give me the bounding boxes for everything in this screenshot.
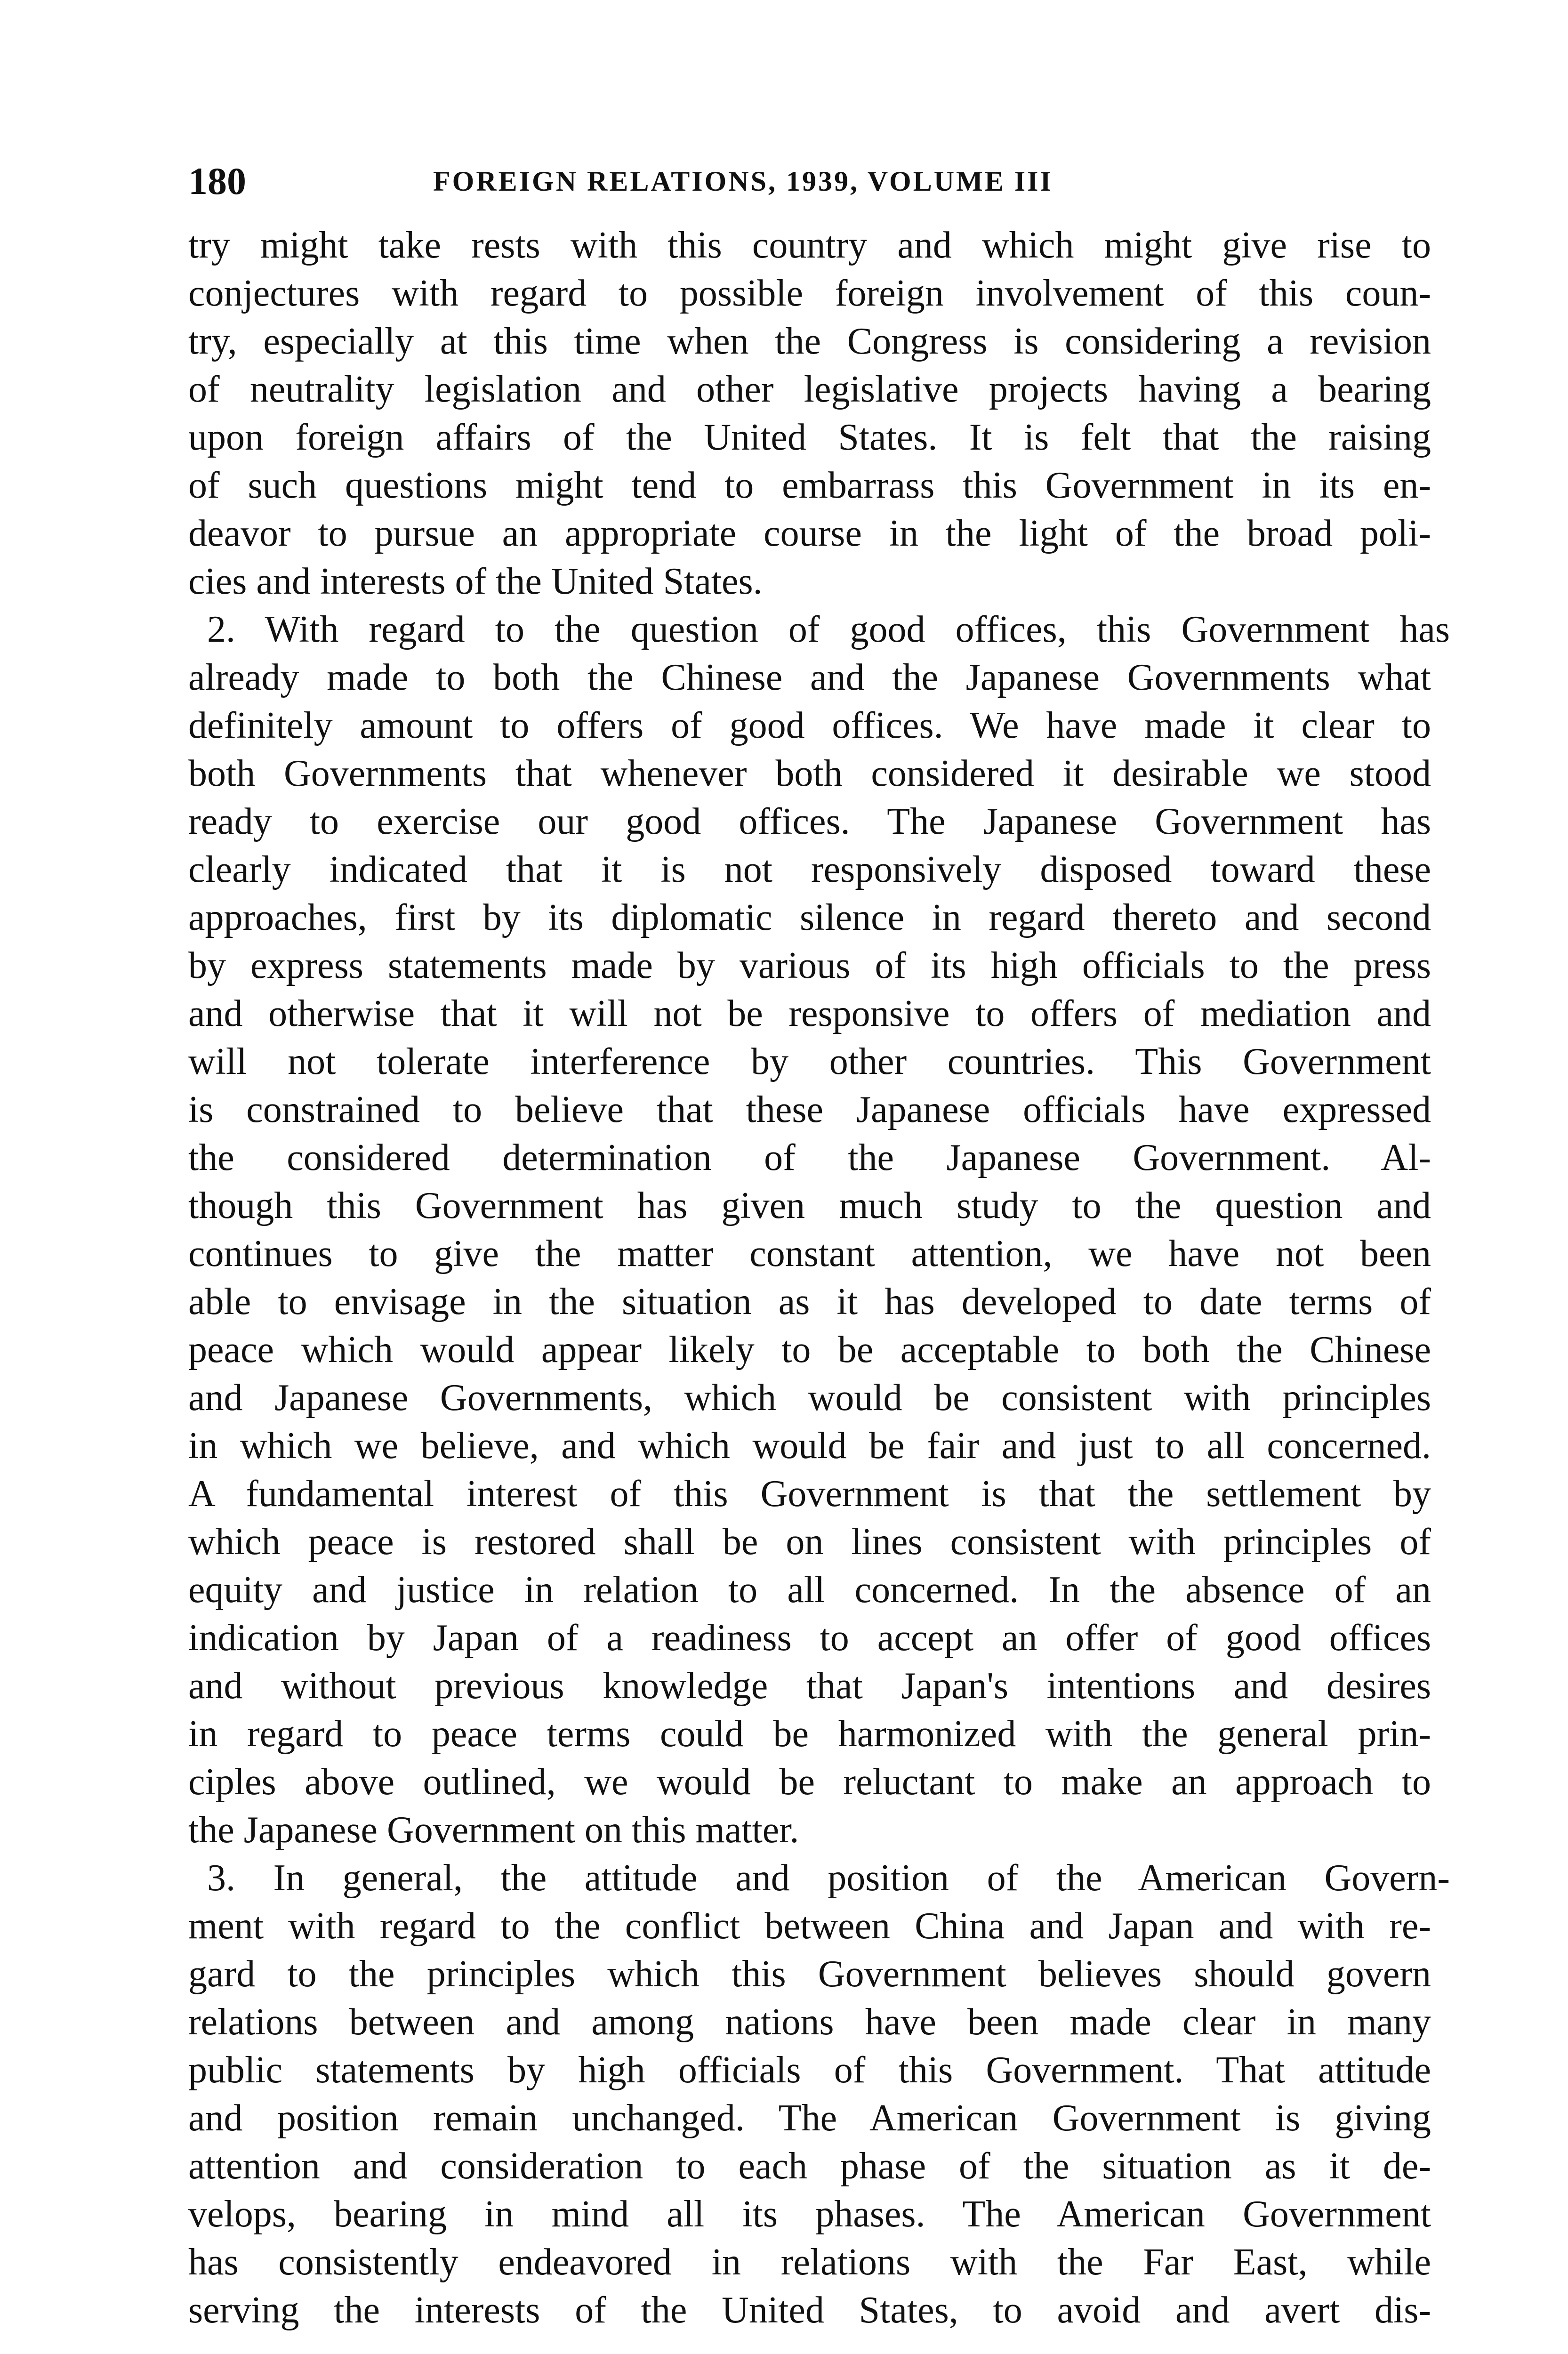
text-line: both Governments that whenever both considered it desirable we stood (188, 753, 1431, 794)
text-line: attention and consideration to each phase of the situation as it de- (188, 2145, 1431, 2187)
text-line: peace which would appear likely to be acceptable to both the Chinese (188, 1329, 1431, 1370)
body-text (188, 221, 1450, 2334)
text-line: 3. In general, the attitude and position of the American Govern- (207, 1857, 1450, 1899)
text-line: and otherwise that it will not be responsive to offers of mediation and (188, 993, 1431, 1034)
text-line: try, especially at this time when the Congress is considering a revision (188, 321, 1431, 362)
text-line: the Japanese Government on this matter. (188, 1809, 799, 1851)
text-line: by express statements made by various of its high officials to the press (188, 945, 1431, 986)
text-line: though this Government has given much study to the question and (188, 1185, 1431, 1226)
text-line: relations between and among nations have been made clear in many (188, 2001, 1431, 2043)
text-line: cies and interests of the United States. (188, 561, 763, 602)
paragraph-3-general-attitude (188, 1854, 1450, 2334)
text-line: conjectures with regard to possible foreign involvement of this coun- (188, 273, 1431, 314)
text-line: clearly indicated that it is not responsively disposed toward these (188, 849, 1431, 890)
text-line: ready to exercise our good offices. The Japanese Government has (188, 801, 1431, 842)
text-line: already made to both the Chinese and the Japanese Governments what (188, 657, 1431, 698)
text-line: and without previous knowledge that Japan's intentions and desires (188, 1665, 1431, 1707)
text-line: in regard to peace terms could be harmonized with the general prin- (188, 1713, 1431, 1755)
text-line: A fundamental interest of this Government is that the settlement by (188, 1473, 1431, 1515)
text-line: will not tolerate interference by other countries. This Government (188, 1041, 1431, 1082)
text-line: the considered determination of the Japanese Government. Al- (188, 1137, 1431, 1178)
text-line: try might take rests with this country and which might give rise to (188, 225, 1431, 266)
text-line: approaches, first by its diplomatic silence in regard thereto and second (188, 897, 1431, 938)
text-line: is constrained to believe that these Japanese officials have expressed (188, 1089, 1431, 1130)
text-line: indication by Japan of a readiness to accept an offer of good offices (188, 1617, 1431, 1659)
running-head (188, 155, 1431, 207)
text-line: ment with regard to the conflict between China and Japan and with re- (188, 1905, 1431, 1947)
text-line: of neutrality legislation and other legislative projects having a bearing (188, 369, 1431, 410)
text-line: has consistently endeavored in relations with the Far East, while (188, 2241, 1431, 2283)
text-line: and position remain unchanged. The American Government is giving (188, 2097, 1431, 2139)
text-line: and Japanese Governments, which would be consistent with principles (188, 1377, 1431, 1419)
text-line: of such questions might tend to embarrass this Government in its en- (188, 465, 1431, 506)
text-line: velops, bearing in mind all its phases. The American Government (188, 2193, 1431, 2235)
text-line: able to envisage in the situation as it has developed to date terms of (188, 1281, 1431, 1322)
text-line: gard to the principles which this Government believes should govern (188, 1953, 1431, 1995)
text-line: continues to give the matter constant attention, we have not been (188, 1233, 1431, 1274)
text-line: upon foreign affairs of the United States. It is felt that the raising (188, 417, 1431, 458)
text-line: definitely amount to offers of good offices. We have made it clear to (188, 705, 1431, 746)
text-line: ciples above outlined, we would be reluctant to make an approach to (188, 1761, 1431, 1803)
text-line: in which we believe, and which would be fair and just to all concerned. (188, 1425, 1431, 1467)
text-line: serving the interests of the United States, to avoid and avert dis- (188, 2290, 1431, 2331)
paragraph-continuation (188, 221, 1431, 605)
text-line: equity and justice in relation to all concerned. In the absence of an (188, 1569, 1431, 1611)
page-number: 180 (188, 160, 246, 202)
paragraph-2-good-offices (188, 605, 1450, 1854)
text-line: public statements by high officials of this Government. That attitude (188, 2049, 1431, 2091)
text-line: 2. With regard to the question of good offices, this Government has (207, 609, 1450, 650)
text-line: deavor to pursue an appropriate course in the light of the broad poli- (188, 513, 1431, 554)
text-line: which peace is restored shall be on lines consistent with principles of (188, 1521, 1431, 1563)
running-head-title: FOREIGN RELATIONS, 1939, VOLUME III (433, 166, 1053, 197)
